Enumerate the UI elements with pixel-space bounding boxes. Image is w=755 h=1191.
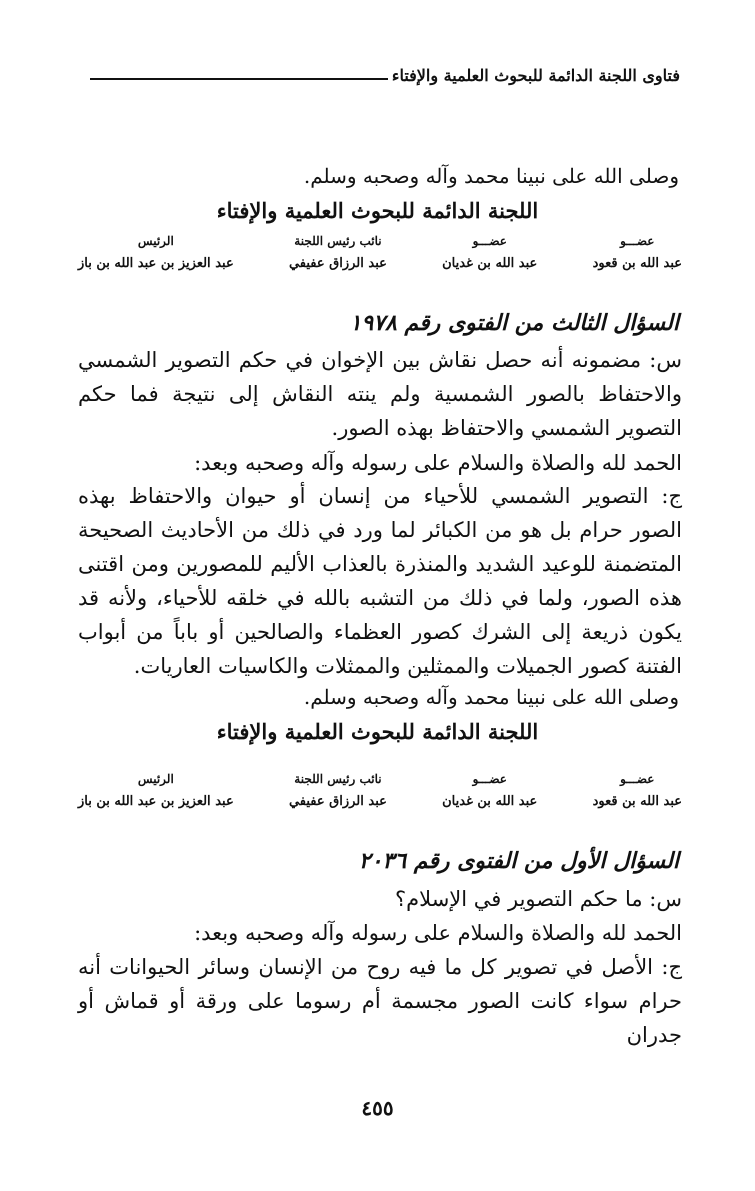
signatory (289, 234, 387, 278)
signatory-name: عبد العزيز بن عبد الله بن باز (78, 794, 234, 809)
signatory-role: نائب رئيس اللجنة (294, 772, 382, 786)
question-text-2036: س: ما حكم التصوير في الإسلام؟ (395, 887, 682, 911)
committee-name-2: اللجنة الدائمة للبحوث العلمية والإفتاء (216, 719, 539, 744)
signatory-name: عبد الله بن قعود (592, 794, 682, 809)
signatory (442, 234, 537, 278)
signatory-name: عبد الله بن قعود (592, 256, 682, 271)
header-title: فتاوى اللجنة الدائمة للبحوث العلمية والإفتاء (391, 66, 680, 85)
signatory-name: عبد الله بن غديان (442, 256, 538, 271)
header-rule (90, 78, 388, 80)
answer-text-1978: ج: التصوير الشمسي للأحياء من إنسان أو حيوان والاحتفاظ بهذه الصور حرام بل هو من الكبائر لما ورد في ذلك من الأحاديث الصحيحة المتضمنة للوعيد الشديد والمنذرة بالعذاب الأليم للمصورين ومن اقتنى هذه الصور، ولما في ذلك من التشبه بالله في خلقه للأحياء، ولأنه قد يكون ذريعة إلى الشرك كصور العظماء والصالحين أو باباً من أبواب الفتنة كصور الجميلات والممثلين والممثلات والكاسيات العاريات. (78, 484, 682, 678)
signatory-name: عبد الله بن غديان (442, 794, 538, 809)
signatures-2 (78, 772, 682, 816)
closing-line-2: وصلى الله على نبينا محمد وآله وصحبه وسلم. (303, 685, 679, 709)
signatory-name: عبد الرزاق عفيفي (288, 794, 387, 809)
question-title-2036: السؤال الأول من الفتوى رقم ٢٠٣٦ (358, 848, 679, 874)
page-number: ٤٥٥ (361, 1096, 394, 1120)
signatory-name: عبد العزيز بن عبد الله بن باز (78, 256, 234, 271)
answer-opening-2036: الحمد لله والصلاة والسلام على رسوله وآله وصحبه وبعد: (194, 921, 682, 945)
signatory-role: عضـــو (620, 772, 655, 786)
question-title-1978: السؤال الثالث من الفتوى رقم ١٩٧٨ (349, 310, 679, 336)
answer-text-2036: ج: الأصل في تصوير كل ما فيه روح من الإنسان وسائر الحيوانات أنه حرام سواء كانت الصور مجسمة أم رسوما على ورقة أو قماش أو جدران (78, 955, 682, 1047)
signatory-role: عضـــو (620, 234, 655, 248)
running-header (90, 66, 680, 85)
signatory-role: عضـــو (472, 234, 507, 248)
signatory-name: عبد الرزاق عفيفي (288, 256, 387, 271)
signatory-role: الرئيس (137, 772, 174, 786)
signatory (289, 772, 387, 816)
signatory (593, 234, 682, 278)
signatory-role: الرئيس (137, 234, 174, 248)
signatory (78, 772, 234, 816)
answer-opening-1978: الحمد لله والصلاة والسلام على رسوله وآله وصحبه وبعد: (194, 451, 682, 475)
committee-name-1: اللجنة الدائمة للبحوث العلمية والإفتاء (216, 198, 539, 223)
signatures-1 (78, 234, 682, 278)
signatory (593, 772, 682, 816)
closing-line-1: وصلى الله على نبينا محمد وآله وصحبه وسلم. (303, 164, 679, 188)
signatory-role: نائب رئيس اللجنة (294, 234, 382, 248)
signatory (442, 772, 537, 816)
signatory-role: عضـــو (472, 772, 507, 786)
question-text-1978: س: مضمونه أنه حصل نقاش بين الإخوان في حكم التصوير الشمسي والاحتفاظ بالصور الشمسية ولم ينته النقاش إلى نتيجة فما حكم التصوير الشمسي والاحتفاظ بهذه الصور. (78, 348, 682, 440)
signatory (78, 234, 234, 278)
